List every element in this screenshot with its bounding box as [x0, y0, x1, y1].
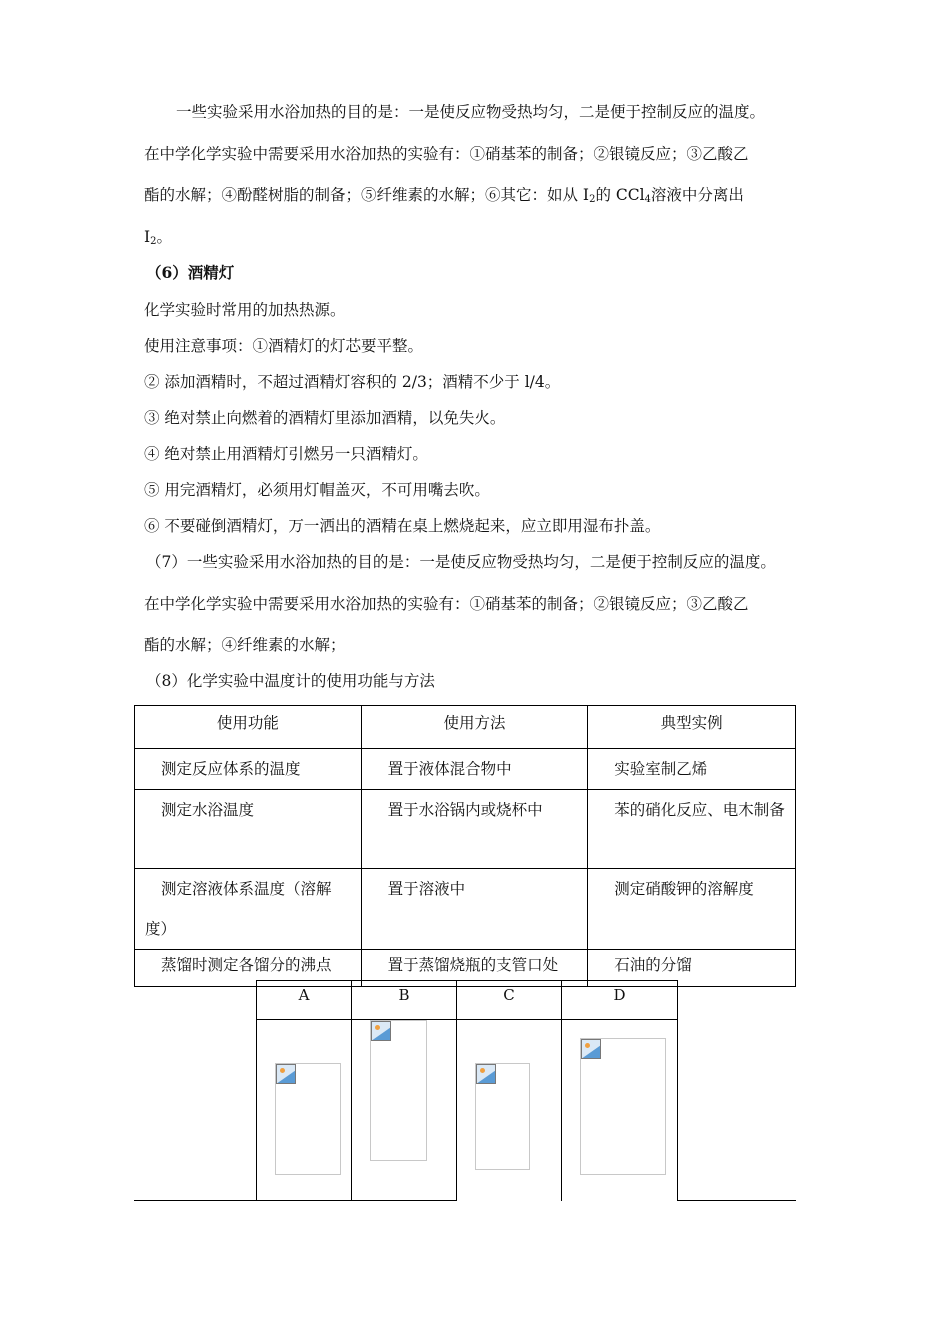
- table-cell: 蒸馏时测定各馏分的沸点: [135, 950, 362, 987]
- baseline-left: [134, 1200, 257, 1201]
- apparatus-label-a: A: [298, 986, 310, 1004]
- table-cell: 测定水浴温度: [135, 790, 362, 869]
- para1-line3: 酯的水解；④酚醛树脂的制备；⑤纤维素的水解；⑥其它：如从 $I_2$的 CCl$_4$溶液中分离出: [144, 186, 744, 205]
- table-cell: 苯的硝化反应、电木制备: [588, 790, 796, 869]
- table-row: [135, 790, 796, 869]
- section7-line2: 在中学化学实验中需要采用水浴加热的实验有：①硝基苯的制备；②银镜反应；③乙酸乙: [144, 595, 749, 613]
- table-cell: 置于溶液中: [361, 869, 588, 950]
- section6-line: ⑤ 用完酒精灯，必须用灯帽盖灭，不可用嘴去吹。: [144, 481, 490, 499]
- section6-line: ② 添加酒精时，不超过酒精灯容积的 2/3；酒精不少于 l/4。: [144, 373, 561, 391]
- table-header-row: [135, 706, 796, 749]
- section7-line3: 酯的水解；④纤维素的水解；: [144, 636, 346, 654]
- table-row: [135, 869, 796, 950]
- para1-line1: 一些实验采用水浴加热的目的是：一是使反应物受热均匀，二是便于控制反应的温度。: [176, 103, 766, 121]
- table-cell: 测定硝酸钾的溶解度: [588, 869, 796, 950]
- table-header-cell: 典型实例: [588, 706, 796, 749]
- apparatus-label-d: D: [613, 986, 626, 1004]
- table-cell: 置于水浴锅内或烧杯中: [361, 790, 588, 869]
- table-cell: 测定反应体系的温度: [135, 749, 362, 790]
- table-cell: 测定溶液体系温度（溶解度）: [135, 869, 362, 950]
- section6-heading: （6）酒精灯: [146, 263, 235, 282]
- para1-line2: 在中学化学实验中需要采用水浴加热的实验有：①硝基苯的制备；②银镜反应；③乙酸乙: [144, 145, 749, 163]
- section6-line: ④ 绝对禁止用酒精灯引燃另一只酒精灯。: [144, 445, 428, 463]
- table-header-cell: 使用方法: [361, 706, 588, 749]
- table-cell: 实验室制乙烯: [588, 749, 796, 790]
- table-cell: 石油的分馏: [588, 950, 796, 987]
- table-cell: 置于液体混合物中: [361, 749, 588, 790]
- baseline-right: [677, 1200, 796, 1201]
- broken-image-icon: [581, 1039, 601, 1059]
- thermometer-table: [134, 705, 796, 987]
- section8-heading: （8）化学实验中温度计的使用功能与方法: [146, 672, 435, 690]
- broken-image-icon: [476, 1064, 496, 1084]
- table-header-cell: 使用功能: [135, 706, 362, 749]
- para1-line4: $I_2$。: [144, 228, 173, 247]
- section6-line: ⑥ 不要碰倒酒精灯，万一洒出的酒精在桌上燃烧起来，应立即用湿布扑盖。: [144, 517, 661, 535]
- apparatus-label-c: C: [503, 986, 515, 1004]
- table-row: [135, 749, 796, 790]
- section6-line: 使用注意事项：①酒精灯的灯芯要平整。: [144, 337, 424, 355]
- apparatus-image-b: [370, 1020, 427, 1161]
- broken-image-icon: [371, 1021, 391, 1041]
- apparatus-label-b: B: [398, 986, 410, 1004]
- section6-line: ③ 绝对禁止向燃着的酒精灯里添加酒精，以免失火。: [144, 409, 506, 427]
- table-cell: 置于蒸馏烧瓶的支管口处: [361, 950, 588, 987]
- section6-line: 化学实验时常用的加热热源。: [144, 301, 346, 319]
- broken-image-icon: [276, 1064, 296, 1084]
- section7-line1: （7）一些实验采用水浴加热的目的是：一是使反应物受热均匀，二是便于控制反应的温度。: [146, 553, 776, 571]
